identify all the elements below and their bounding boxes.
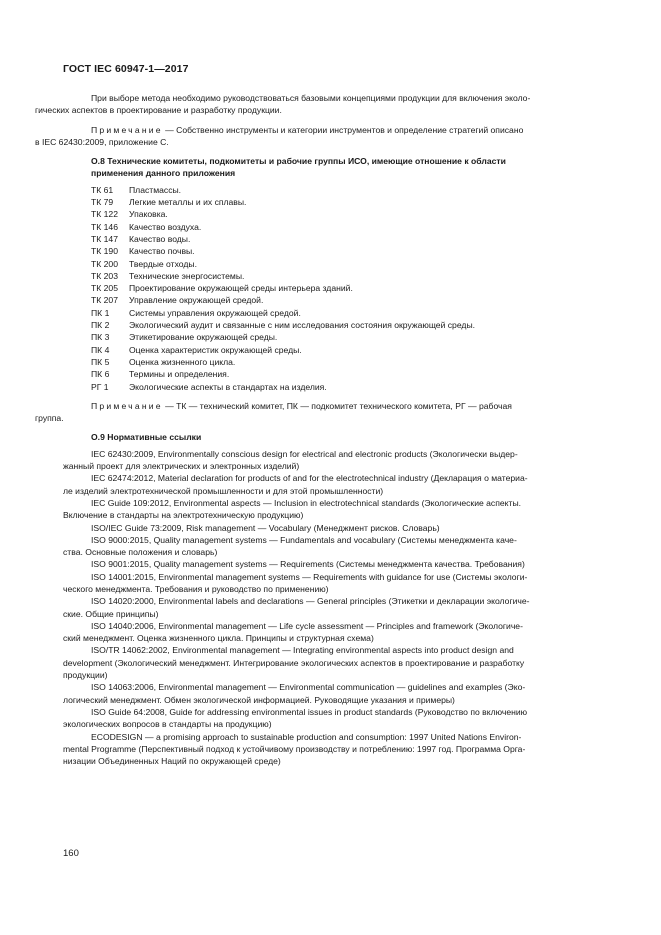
committee-item (91, 221, 599, 233)
committee-title: Качество воды. (129, 233, 191, 244)
note-2 (35, 400, 599, 425)
committee-code: РГ 1 (91, 381, 109, 392)
committee-item (91, 307, 599, 319)
committee-title: Проектирование окружающей среды интерьера зданий. (129, 283, 353, 294)
reference-item (63, 558, 599, 570)
committee-code: ПК 2 (91, 320, 110, 331)
committee-code: ПК 3 (91, 332, 110, 343)
document-body (35, 92, 599, 767)
committee-title: Легкие металлы и их сплавы. (129, 197, 247, 208)
reference-item (63, 681, 599, 706)
reference-line: логический менеджмент. Обмен экологической информацией. Руководящие указания и примеры) (63, 694, 455, 705)
note-1-label: Примечание (91, 124, 163, 135)
reference-line: ISO/IEC Guide 73:2009, Risk management — Vocabulary (Менеджмент рисков. Словарь) (91, 522, 440, 533)
reference-item (63, 448, 599, 473)
reference-line: ческого менеджмента. Требования и руководство по применению) (63, 583, 329, 594)
committee-item (91, 356, 599, 368)
note-2-line-1: — ТК — технический комитет, ПК — подкомитет технического комитета, РГ — рабочая (162, 400, 512, 411)
committee-title: Экологические аспекты в стандартах на изделия. (129, 381, 327, 392)
committee-title: Упаковка. (129, 209, 168, 220)
reference-item (63, 571, 599, 596)
reference-item (63, 595, 599, 620)
section-o8-heading (91, 155, 599, 180)
reference-line: Включение в стандарты на электротехническую продукцию) (63, 510, 304, 521)
reference-item (63, 644, 599, 681)
committee-code: ПК 4 (91, 344, 110, 355)
reference-line: ские. Общие принципы) (63, 608, 159, 619)
section-o9-heading: O.9 Нормативные ссылки (91, 432, 202, 443)
committee-code: ТК 203 (91, 270, 118, 281)
reference-line: ский менеджмент. Оценка жизненного цикла. Принципы и структурная схема) (63, 633, 374, 644)
intro-line-1: При выборе метода необходимо руководствоваться базовыми концепциями продукции для включения эколо- (91, 93, 531, 103)
committee-item (91, 331, 599, 343)
committee-item (91, 184, 599, 196)
committee-title: Технические энергосистемы. (129, 270, 245, 281)
reference-item (63, 522, 599, 534)
committee-code: ТК 207 (91, 295, 118, 306)
committee-title: Управление окружающей средой. (129, 295, 264, 306)
committee-code: ПК 5 (91, 356, 110, 367)
reference-item (63, 534, 599, 559)
section-o8-heading-line-2: применения данного приложения (91, 168, 236, 179)
committee-item (91, 258, 599, 270)
reference-line: жанный проект для электрических и электронных изделий) (63, 461, 300, 472)
reference-line: ISO 9001:2015, Quality management systems — Requirements (Системы менеджмента качества. Требования) (91, 559, 525, 570)
reference-line: ства. Основные положения и словарь) (63, 547, 218, 558)
committee-code: ТК 61 (91, 184, 114, 195)
reference-line: ISO 14063:2006, Environmental management — Environmental communication — guidelines and examples (Эко- (91, 682, 526, 693)
committee-title: Оценка характеристик окружающей среды. (129, 344, 302, 355)
reference-line: IEC Guide 109:2012, Environmental aspects — Inclusion in electrotechnical standards (Экологические аспекты. (91, 497, 522, 508)
committee-code: ПК 1 (91, 307, 110, 318)
committee-list (63, 184, 599, 393)
committee-item (91, 319, 599, 331)
note-1-line-1: — Собственно инструменты и категории инструментов и определение стратегий описано (162, 124, 524, 135)
reference-line: ISO 9000:2015, Quality management systems — Fundamentals and vocabulary (Системы менеджмента каче- (91, 534, 517, 545)
page-number: 160 (63, 848, 79, 859)
section-o8-heading-line-1: O.8 Технические комитеты, подкомитеты и рабочие группы ИСО, имеющие отношение к области (91, 156, 506, 167)
reference-item (63, 731, 599, 768)
document-header: ГОСТ IEC 60947-1—2017 (63, 63, 189, 75)
reference-line: ле изделий электротехнической промышленности и для этой промышленности) (63, 485, 384, 496)
reference-line: mental Programme (Перспективный подход к устойчивому производству и потреблению: 1997 год. Программа Орга- (63, 743, 526, 754)
committee-item (91, 233, 599, 245)
committee-title: Оценка жизненного цикла. (129, 356, 236, 367)
reference-list (63, 448, 599, 768)
reference-line: экологических вопросов в стандарты на продукцию) (63, 719, 272, 730)
committee-code: ТК 122 (91, 209, 118, 220)
intro-paragraph (35, 92, 599, 117)
committee-code: ТК 190 (91, 246, 118, 257)
committee-item (91, 270, 599, 282)
committee-code: ТК 200 (91, 258, 118, 269)
committee-title: Этикетирование окружающей среды. (129, 332, 278, 343)
reference-item (63, 497, 599, 522)
reference-line: ISO 14020:2000, Environmental labels and declarations — General principles (Этикетки и декларации экологиче- (91, 596, 530, 607)
reference-line: IEC 62430:2009, Environmentally conscious design for electrical and electronic products (Экологически выдер- (91, 448, 518, 459)
committee-item (91, 245, 599, 257)
committee-title: Пластмассы. (129, 184, 182, 195)
committee-code: ТК 79 (91, 197, 114, 208)
reference-item (63, 706, 599, 731)
committee-item (91, 381, 599, 393)
committee-code: ПК 6 (91, 369, 110, 380)
reference-item (63, 620, 599, 645)
reference-item (63, 472, 599, 497)
committee-title: Качество почвы. (129, 246, 195, 257)
reference-line: ISO Guide 64:2008, Guide for addressing environmental issues in product standards (Руководство по включению (91, 706, 528, 717)
reference-line: IEC 62474:2012, Material declaration for products of and for the electrotechnical industry (Декларация о материа- (91, 473, 528, 484)
committee-title: Системы управления окружающей средой. (129, 307, 301, 318)
committee-title: Твердые отходы. (129, 258, 197, 269)
note-1 (35, 124, 599, 149)
committee-code: ТК 205 (91, 283, 118, 294)
reference-line: продукции) (63, 670, 108, 681)
reference-line: ISO 14001:2015, Environmental management systems — Requirements with guidance for use (Системы экологи- (91, 571, 528, 582)
committee-item (91, 196, 599, 208)
note-1-line-2: в IEC 62430:2009, приложение С. (35, 136, 169, 147)
reference-line: development (Экологический менеджмент. Интегрирование экологических аспектов в проектирование и разработку (63, 657, 525, 668)
note-2-line-2: группа. (35, 413, 64, 424)
note-2-label: Примечание (91, 400, 163, 411)
committee-item (91, 294, 599, 306)
reference-line: ISO/TR 14062:2002, Environmental management — Integrating environmental aspects into product design and (91, 645, 514, 656)
committee-title: Термины и определения. (129, 369, 230, 380)
reference-line: ECODESIGN — a promising approach to sustainable production and consumption: 1997 United Nations Environ- (91, 731, 522, 742)
committee-item (91, 368, 599, 380)
reference-line: низации Объединенных Наций по окружающей среде) (63, 756, 281, 767)
committee-code: ТК 147 (91, 233, 118, 244)
committee-item (91, 344, 599, 356)
committee-title: Экологический аудит и связанные с ним исследования состояния окружающей среды. (129, 320, 476, 331)
reference-line: ISO 14040:2006, Environmental management — Life cycle assessment — Principles and framework (Экологиче- (91, 620, 523, 631)
committee-title: Качество воздуха. (129, 221, 202, 232)
intro-line-2: гических аспектов в проектирование и разработку продукции. (35, 105, 282, 116)
committee-item (91, 282, 599, 294)
committee-code: ТК 146 (91, 221, 118, 232)
committee-item (91, 208, 599, 220)
